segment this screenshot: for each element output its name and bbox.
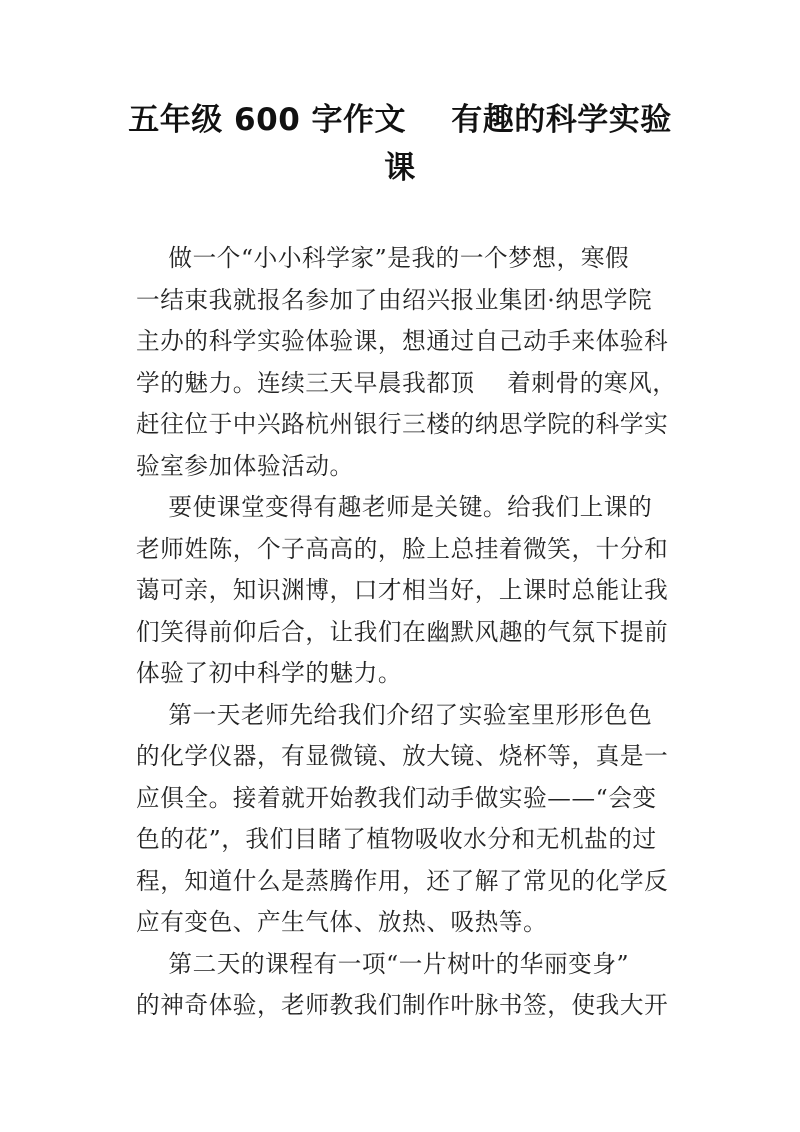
- text-line: 应俱全。接着就开始教我们动手做实验——“会变: [136, 783, 657, 812]
- text-line: 第一天老师先给我们介绍了实验室里形形色色: [136, 700, 653, 729]
- essay-body: [136, 238, 677, 1027]
- text-line: 第二天的课程有一项“一片树叶的华丽变身”: [136, 949, 630, 978]
- text-line: 的神奇体验，老师教我们制作叶脉书签，使我大开: [136, 991, 669, 1019]
- document-title: [100, 96, 700, 192]
- text-line: 的化学仪器，有显微镜、放大镜、烧杯等，真是一: [136, 742, 669, 770]
- text-line: 色的花”，我们目睹了植物吸收水分和无机盐的过: [136, 825, 657, 853]
- text-line: 学的魅力。连续三天早晨我都顶 着刺骨的寒风，: [136, 368, 677, 397]
- text-line: 主办的科学实验体验课，想通过自己动手来体验科: [136, 327, 669, 355]
- text-line: 老师姓陈，个子高高的，脸上总挂着微笑，十分和: [136, 534, 669, 563]
- text-line: 一结束我就报名参加了由绍兴报业集团·纳思学院: [136, 285, 653, 314]
- text-line: 做一个“小小科学家”是我的一个梦想，寒假: [136, 244, 630, 272]
- text-line: 要使课堂变得有趣老师是关键。给我们上课的: [136, 493, 653, 521]
- text-line: 验室参加体验活动。: [136, 451, 354, 480]
- text-line: 们笑得前仰后合，让我们在幽默风趣的气氛下提前: [136, 617, 669, 646]
- text-line: 体验了初中科学的魅力。: [136, 659, 403, 687]
- title-line-2: 课: [384, 150, 416, 186]
- text-line: 应有变色、产生气体、放热、吸热等。: [136, 908, 548, 936]
- text-line: 蔼可亲，知识渊博，口才相当好，上课时总能让我: [136, 576, 669, 604]
- text-line: 程，知道什么是蒸腾作用，还了解了常见的化学反: [136, 866, 669, 895]
- title-line-1: 五年级 600 字作文 有趣的科学实验: [128, 102, 672, 138]
- text-line: 赶往位于中兴路杭州银行三楼的纳思学院的科学实: [136, 410, 669, 438]
